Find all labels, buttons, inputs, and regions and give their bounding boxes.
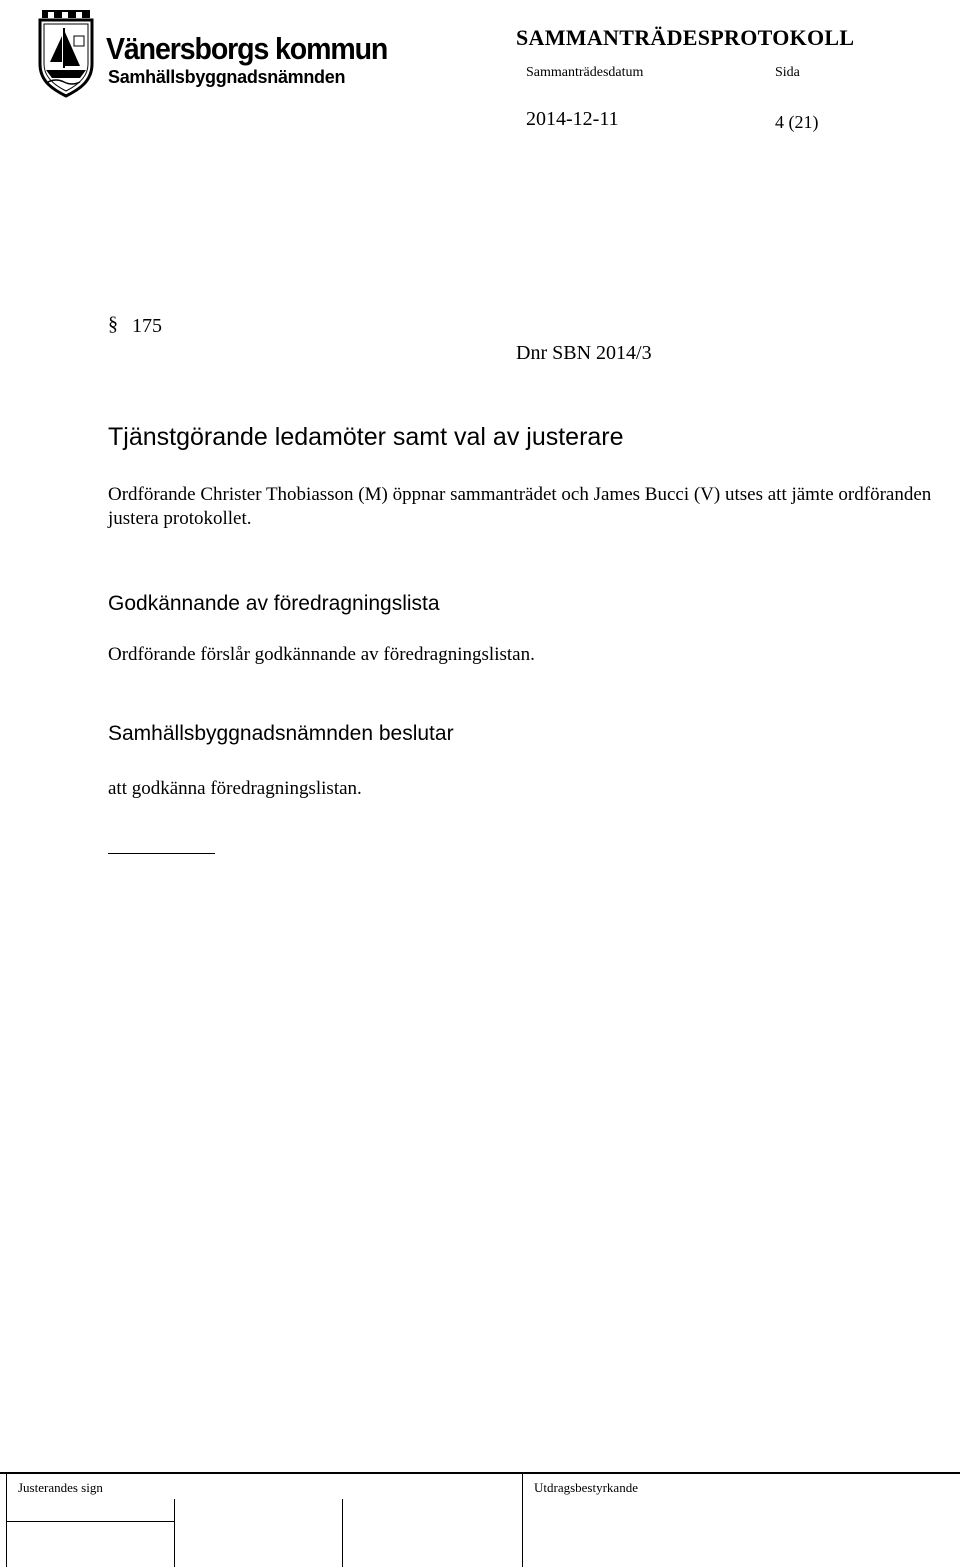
diary-number: Dnr SBN 2014/3	[516, 342, 652, 364]
section-title: Tjänstgörande ledamöter samt val av justerare	[108, 423, 624, 451]
section-end-rule	[108, 853, 215, 854]
section-number: 175	[132, 315, 162, 337]
section-symbol: §	[108, 313, 118, 335]
sign-box-divider-2	[342, 1499, 343, 1567]
footer-top-rule	[0, 1472, 960, 1474]
proposal-paragraph: Ordförande förslår godkännande av föredragningslistan.	[108, 644, 535, 665]
footer-divider	[522, 1474, 523, 1567]
extract-certification-label: Utdragsbestyrkande	[534, 1480, 638, 1495]
meeting-date: 2014-12-11	[526, 108, 619, 130]
signature-label: Justerandes sign	[18, 1480, 103, 1495]
sign-box-divider-1	[174, 1499, 175, 1567]
sign-box-line	[6, 1521, 174, 1522]
organization-name: Vänersborgs kommun	[106, 31, 388, 66]
decision-heading: Samhällsbyggnadsnämnden beslutar	[108, 722, 454, 745]
organization-unit: Samhällsbyggnadsnämnden	[108, 67, 346, 87]
page-number: 4 (21)	[775, 112, 819, 132]
date-label: Sammanträdesdatum	[526, 65, 644, 80]
document-type: SAMMANTRÄDESPROTOKOLL	[516, 25, 855, 50]
page-label: Sida	[775, 65, 800, 80]
decision-paragraph: att godkänna föredragningslistan.	[108, 778, 362, 799]
agenda-subheading: Godkännande av föredragningslista	[108, 592, 440, 615]
intro-paragraph: Ordförande Christer Thobiasson (M) öppnar sammanträdet och James Bucci (V) utses att jämte ordföranden justera protokollet.	[108, 484, 932, 529]
coat-of-arms-icon	[34, 6, 98, 98]
